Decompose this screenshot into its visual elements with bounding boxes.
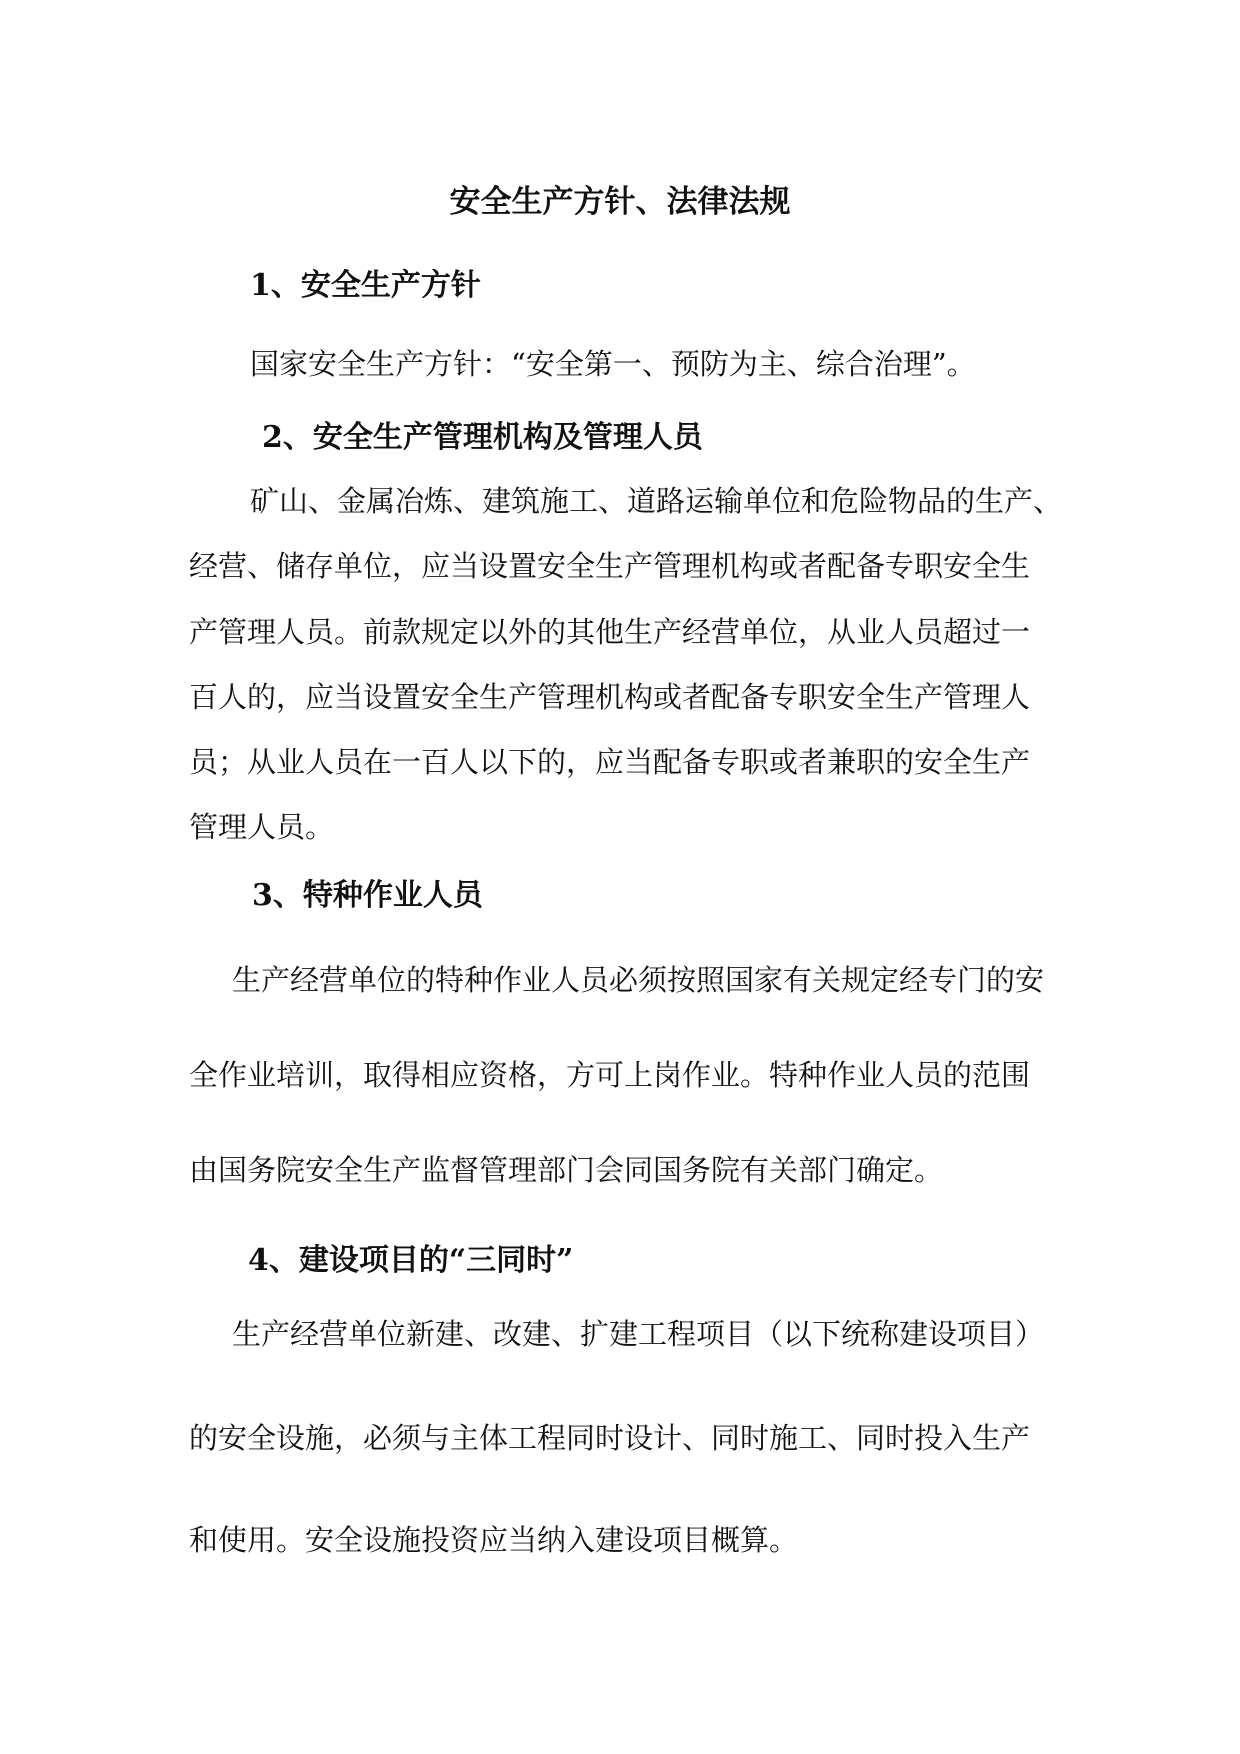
section-3-line-2: 全作业培训，取得相应资格，方可上岗作业。特种作业人员的范围 <box>189 1058 1031 1092</box>
section-2-line-6: 管理人员。 <box>189 810 335 844</box>
section-4-heading: 4、建设项目的“三同时” <box>248 1243 574 1278</box>
section-4-line-3: 和使用。安全设施投资应当纳入建设项目概算。 <box>189 1523 799 1557</box>
section-2-heading: 2、安全生产管理机构及管理人员 <box>262 420 703 455</box>
section-3-line-3: 由国务院安全生产监督管理部门会同国务院有关部门确定。 <box>189 1153 944 1187</box>
section-3-line-1: 生产经营单位的特种作业人员必须按照国家有关规定经专门的安 <box>232 963 1045 997</box>
section-2-line-4: 百人的，应当设置安全生产管理机构或者配备专职安全生产管理人 <box>189 680 1031 714</box>
section-3-heading: 3、特种作业人员 <box>252 878 483 913</box>
section-2-line-2: 经营、储存单位，应当设置安全生产管理机构或者配备专职安全生 <box>189 549 1031 583</box>
section-4-line-2: 的安全设施，必须与主体工程同时设计、同时施工、同时投入生产 <box>189 1421 1031 1455</box>
section-2-line-5: 员；从业人员在一百人以下的，应当配备专职或者兼职的安全生产 <box>189 745 1031 779</box>
document-title: 安全生产方针、法律法规 <box>449 184 791 220</box>
section-1-line-1: 国家安全生产方针：“安全第一、预防为主、综合治理”。 <box>250 347 976 381</box>
section-2-line-1: 矿山、金属冶炼、建筑施工、道路运输单位和危险物品的生产、 <box>250 484 1063 518</box>
section-4-line-1: 生产经营单位新建、改建、扩建工程项目（以下统称建设项目） <box>232 1317 1045 1351</box>
section-2-line-3: 产管理人员。前款规定以外的其他生产经营单位，从业人员超过一 <box>189 615 1031 649</box>
section-1-heading: 1、安全生产方针 <box>250 268 481 303</box>
